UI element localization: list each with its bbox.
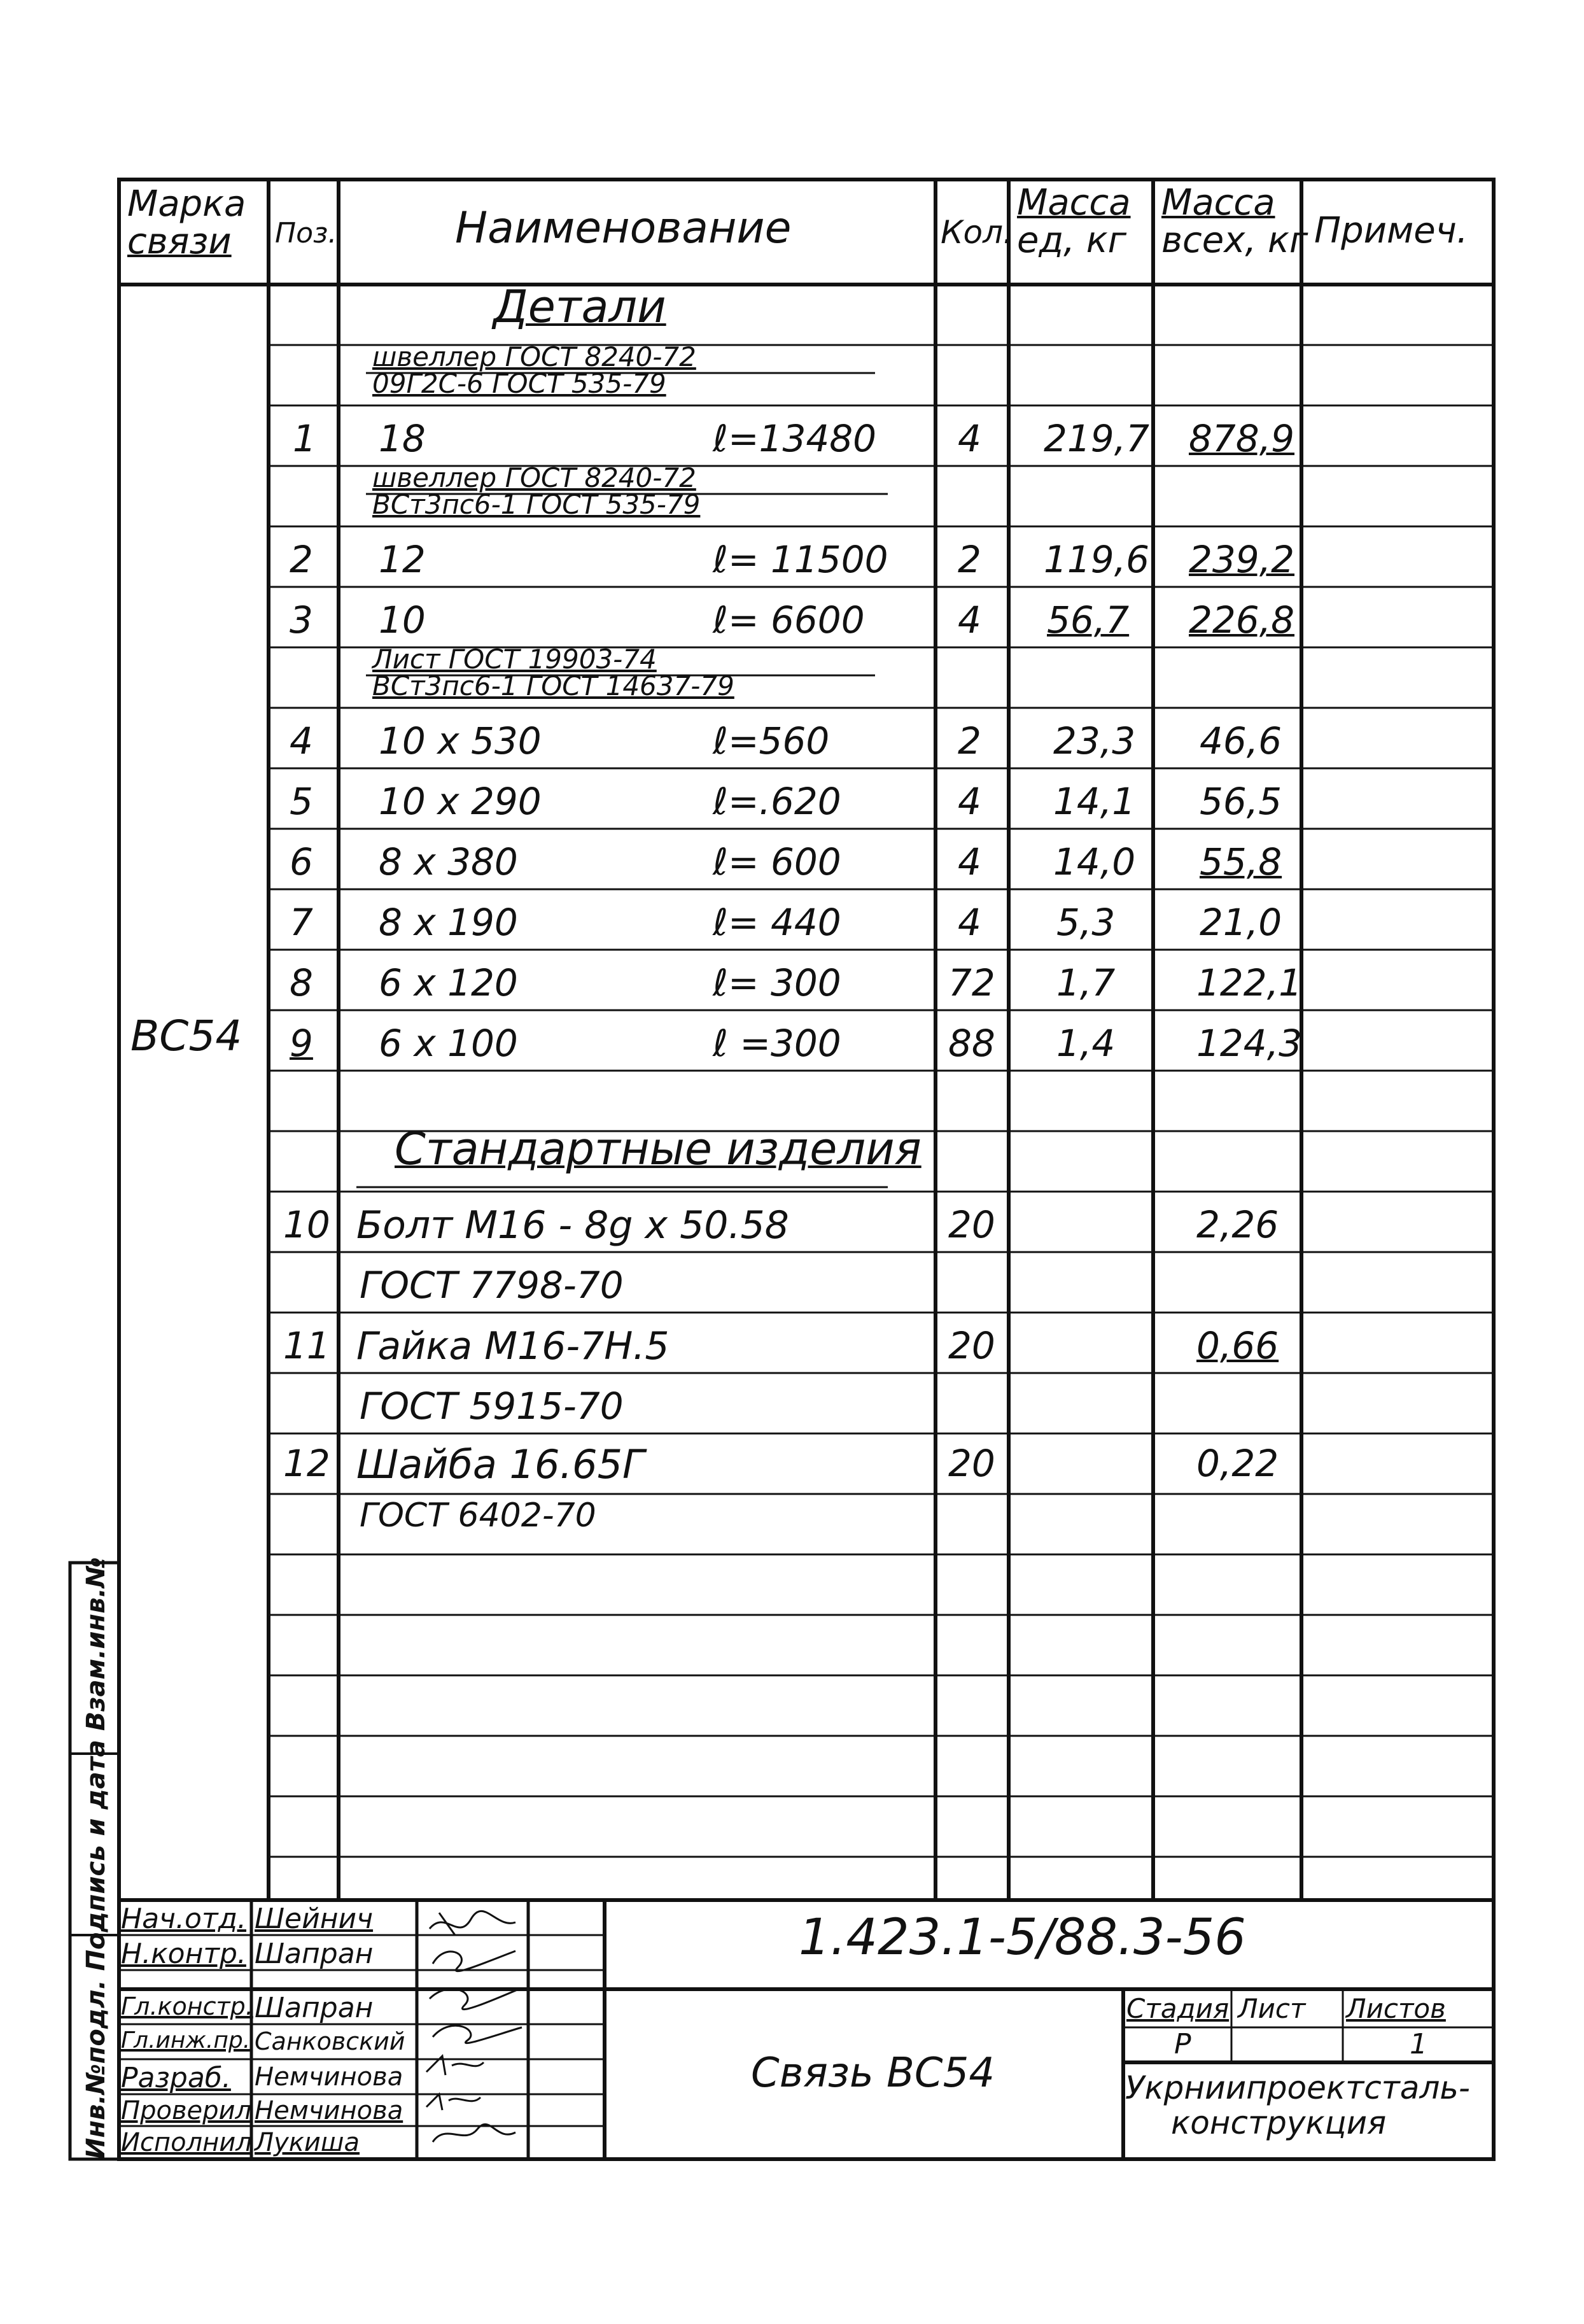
stamp-name: Немчинова	[255, 2096, 403, 2125]
stage-label: Стадия	[1126, 1993, 1230, 2024]
stamp-role: Гл.констр.	[121, 1992, 253, 2020]
sheets-value: 1	[1410, 2028, 1427, 2060]
stamp-name: Шейнич	[255, 1903, 374, 1935]
signature-mark	[433, 1951, 515, 1971]
header-name: Наименование	[455, 203, 792, 253]
signatures	[420, 1903, 525, 2158]
stamp-name: Шапран	[255, 1938, 374, 1970]
stamp-name: Санковский	[255, 2027, 405, 2055]
sheet-label: Лист	[1238, 1993, 1306, 2024]
signature-mark	[426, 2056, 484, 2075]
signature-mark	[439, 1913, 455, 1935]
header-mark: Марка связи	[127, 183, 246, 262]
header-pos: Поз.	[275, 217, 337, 250]
stamp-role: Исполнил	[121, 2128, 252, 2157]
doc-code: 1.423.1-5/88.3-56	[799, 1909, 1246, 1966]
sheets-label: Листов	[1346, 1993, 1446, 2024]
header-note: Примеч.	[1314, 210, 1468, 251]
section-details: Детали	[493, 281, 666, 333]
material-group: швеллер ГОСТ 8240-72 09Г2С-6 ГОСТ 535-79	[372, 341, 696, 399]
stamp-role: Гл.инж.пр.	[121, 2027, 251, 2053]
stamp-role: Проверил	[121, 2096, 252, 2125]
org-name-line1: Укрниипроектсталь-	[1125, 2069, 1470, 2106]
org-name-line2: конструкция	[1171, 2104, 1387, 2141]
stamp-role: Разраб.	[121, 2062, 231, 2094]
stamp-name: Шапран	[255, 1992, 374, 2024]
signature-mark	[430, 1911, 515, 1929]
side-strip-label: Инв.№подл. Подпись и дата Взам.инв.№	[81, 1557, 111, 2159]
stamp-name: Немчинова	[255, 2062, 403, 2092]
section-standard: Стандартные изделия	[395, 1123, 922, 1175]
header-mass-total: Масса всех, кг	[1161, 182, 1308, 261]
mark-value: ВС54	[130, 1011, 242, 1060]
header-mass-unit: Масса ед, кг	[1017, 182, 1131, 261]
signature-mark	[433, 2124, 515, 2142]
signature-mark	[430, 1989, 519, 2010]
stage-value: Р	[1174, 2028, 1191, 2060]
header-qty: Кол.	[941, 214, 1013, 251]
material-group: Лист ГОСТ 19903-74 ВСт3пс6-1 ГОСТ 14637-79	[372, 644, 734, 701]
stamp-role: Нач.отд.	[121, 1903, 246, 1935]
stamp-name: Лукиша	[255, 2128, 360, 2157]
material-group: швеллер ГОСТ 8240-72 ВСт3пс6-1 ГОСТ 535-79	[372, 462, 701, 520]
signature-mark	[426, 2094, 480, 2110]
stamp-role: Н.контр.	[121, 1938, 246, 1970]
signature-mark	[433, 2025, 522, 2043]
doc-title: Связь ВС54	[751, 2050, 995, 2097]
